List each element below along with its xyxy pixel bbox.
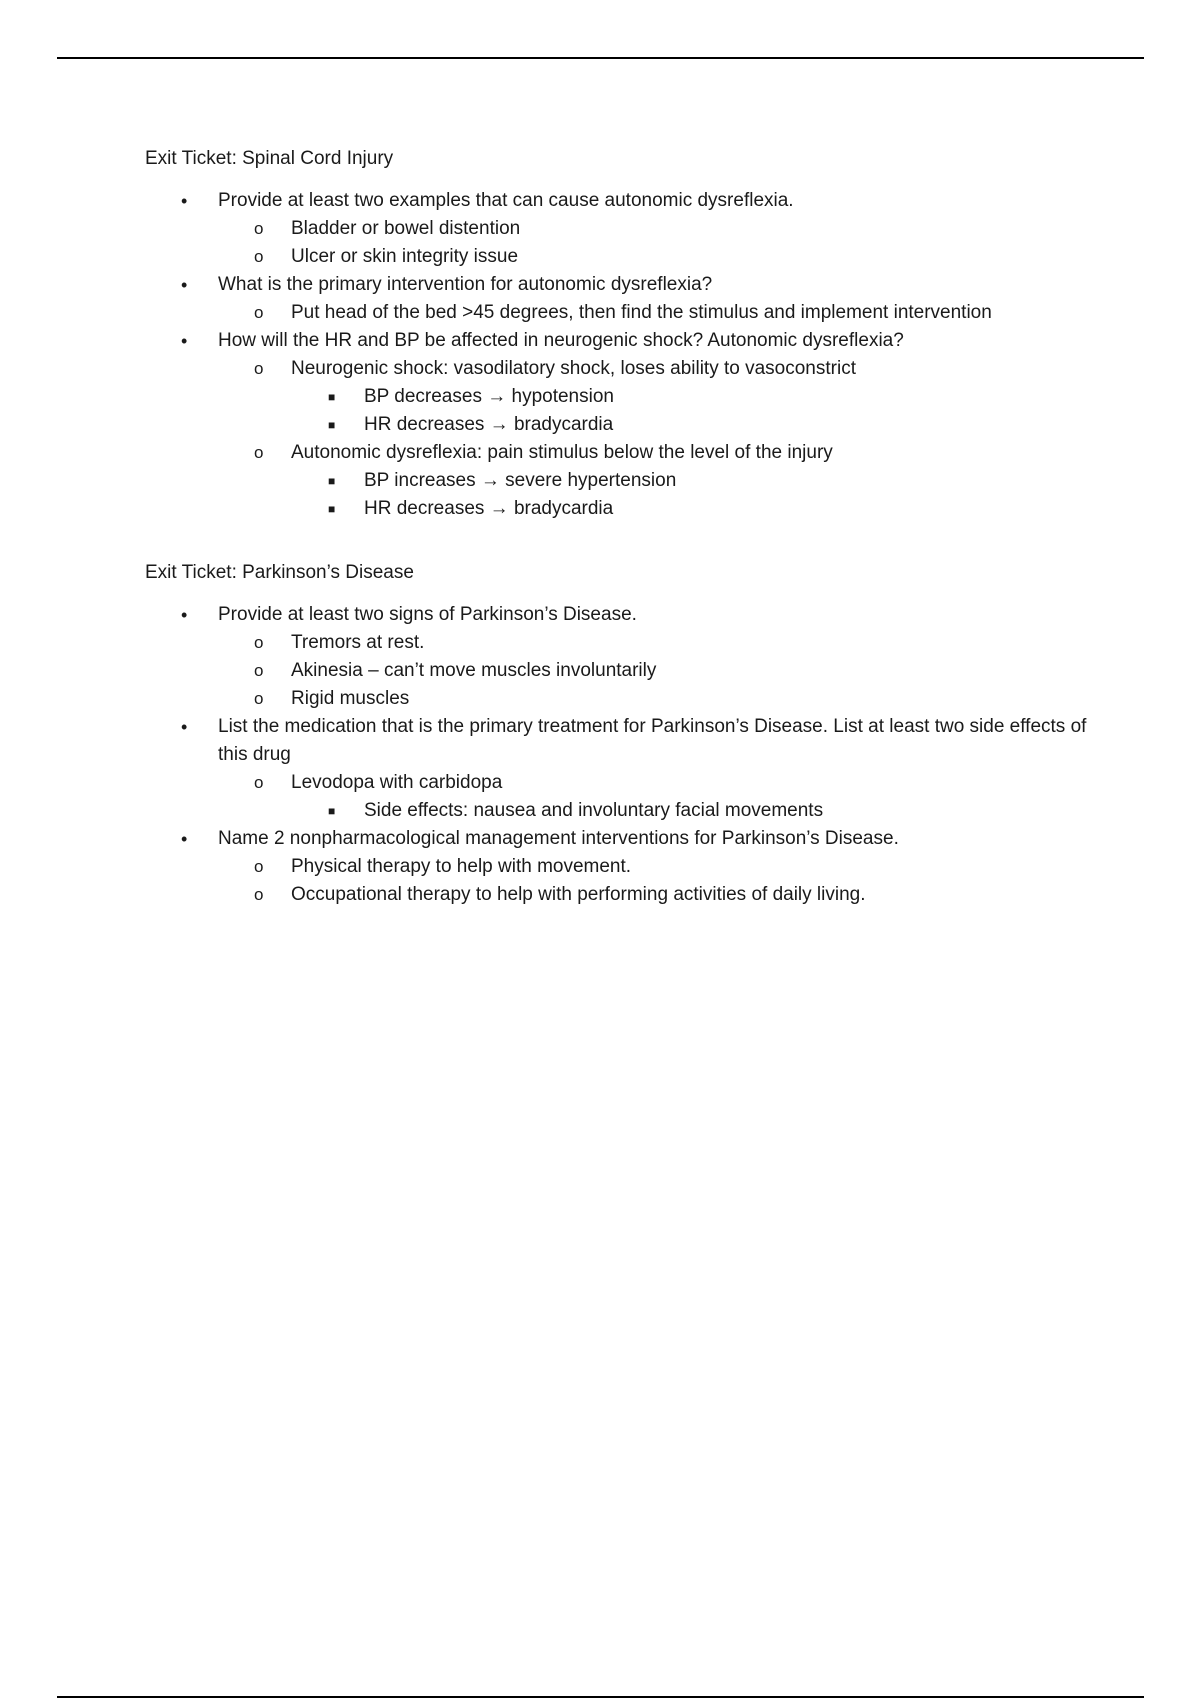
- answer-text: Tremors at rest.: [291, 632, 425, 653]
- question-text: List the medication that is the primary treatment for Parkinson’s Disease. List at least two side effects of this drug: [218, 716, 1087, 765]
- question-text: Provide at least two examples that can cause autonomic dysreflexia.: [218, 190, 794, 211]
- answer-item: [218, 881, 1105, 909]
- answer-item: [218, 629, 1105, 657]
- detail-item: [291, 467, 1105, 495]
- detail-list: [291, 383, 1105, 439]
- answer-item: [218, 853, 1105, 881]
- answer-item: [218, 299, 1105, 327]
- document-body: [145, 145, 1105, 909]
- circle-bullet-icon: o: [254, 359, 264, 378]
- detail-list: [291, 797, 1105, 825]
- bullet-icon: •: [181, 605, 188, 625]
- circle-bullet-icon: o: [254, 633, 264, 652]
- bullet-icon: •: [181, 829, 188, 849]
- answer-item: [218, 243, 1105, 271]
- answer-list: [218, 629, 1105, 713]
- question-item: [145, 601, 1105, 713]
- section-title: Exit Ticket: Parkinson’s Disease: [145, 562, 414, 583]
- answer-text: Neurogenic shock: vasodilatory shock, loses ability to vasoconstrict: [291, 358, 856, 379]
- answer-text: Akinesia – can’t move muscles involuntarily: [291, 660, 657, 681]
- answer-item: [218, 657, 1105, 685]
- bullet-icon: •: [181, 331, 188, 351]
- circle-bullet-icon: o: [254, 247, 264, 266]
- bullet-icon: •: [181, 275, 188, 295]
- detail-item: [291, 495, 1105, 523]
- detail-text: Side effects: nausea and involuntary facial movements: [364, 800, 824, 821]
- answer-item: [218, 439, 1105, 523]
- answer-text: Physical therapy to help with movement.: [291, 856, 632, 877]
- circle-bullet-icon: o: [254, 885, 264, 904]
- detail-text: HR decreases → bradycardia: [364, 498, 614, 519]
- answer-list: [218, 299, 1105, 327]
- answer-item: [218, 769, 1105, 825]
- question-item: [145, 713, 1105, 825]
- question-text: What is the primary intervention for autonomic dysreflexia?: [218, 274, 713, 295]
- question-text: Name 2 nonpharmacological management interventions for Parkinson’s Disease.: [218, 828, 899, 849]
- circle-bullet-icon: o: [254, 773, 264, 792]
- question-item: [145, 271, 1105, 327]
- header-rule: [57, 57, 1144, 59]
- answer-list: [218, 853, 1105, 909]
- detail-list: [291, 467, 1105, 523]
- detail-text: BP increases → severe hypertension: [364, 470, 677, 491]
- detail-text: BP decreases → hypotension: [364, 386, 614, 407]
- question-list: [145, 187, 1105, 523]
- footer-rule: [57, 1696, 1144, 1698]
- detail-item: [291, 383, 1105, 411]
- circle-bullet-icon: o: [254, 689, 264, 708]
- answer-text: Put head of the bed >45 degrees, then find the stimulus and implement intervention: [291, 302, 992, 323]
- detail-text: HR decreases → bradycardia: [364, 414, 614, 435]
- question-text: How will the HR and BP be affected in neurogenic shock? Autonomic dysreflexia?: [218, 330, 904, 351]
- detail-item: [291, 411, 1105, 439]
- answer-list: [218, 769, 1105, 825]
- question-item: [145, 825, 1105, 909]
- circle-bullet-icon: o: [254, 857, 264, 876]
- question-list: [145, 601, 1105, 909]
- circle-bullet-icon: o: [254, 661, 264, 680]
- answer-item: [218, 215, 1105, 243]
- question-item: [145, 327, 1105, 523]
- answer-list: [218, 215, 1105, 271]
- square-bullet-icon: ■: [328, 474, 336, 488]
- answer-text: Rigid muscles: [291, 688, 410, 709]
- question-item: [145, 187, 1105, 271]
- answer-item: [218, 685, 1105, 713]
- circle-bullet-icon: o: [254, 219, 264, 238]
- section-spinal-cord-injury: [145, 145, 1105, 523]
- question-text: Provide at least two signs of Parkinson’s Disease.: [218, 604, 637, 625]
- answer-text: Autonomic dysreflexia: pain stimulus below the level of the injury: [291, 442, 833, 463]
- answer-text: Bladder or bowel distention: [291, 218, 521, 239]
- square-bullet-icon: ■: [328, 418, 336, 432]
- section-title: Exit Ticket: Spinal Cord Injury: [145, 148, 394, 169]
- square-bullet-icon: ■: [328, 390, 336, 404]
- section-parkinsons-disease: [145, 559, 1105, 909]
- bullet-icon: •: [181, 717, 188, 737]
- detail-item: [291, 797, 1105, 825]
- answer-text: Occupational therapy to help with performing activities of daily living.: [291, 884, 866, 905]
- answer-text: Levodopa with carbidopa: [291, 772, 503, 793]
- circle-bullet-icon: o: [254, 443, 264, 462]
- square-bullet-icon: ■: [328, 502, 336, 516]
- bullet-icon: •: [181, 191, 188, 211]
- circle-bullet-icon: o: [254, 303, 264, 322]
- answer-list: [218, 355, 1105, 523]
- answer-text: Ulcer or skin integrity issue: [291, 246, 519, 267]
- answer-item: [218, 355, 1105, 439]
- square-bullet-icon: ■: [328, 804, 336, 818]
